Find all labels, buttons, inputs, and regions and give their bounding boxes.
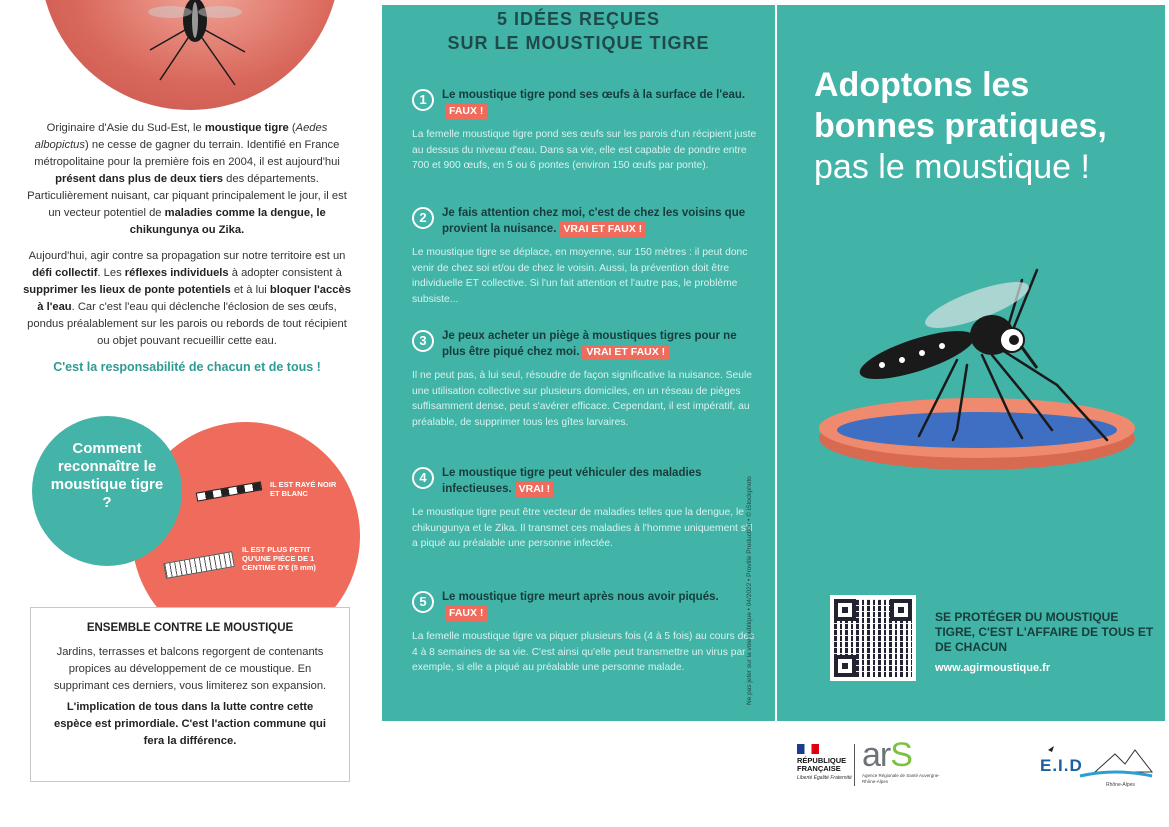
middle-panel	[382, 5, 775, 721]
together-heading: ENSEMBLE CONTRE LE MOUSTIQUE	[86, 622, 294, 634]
idea-question: Le moustique tigre meurt après nous avoir piqués.FAUX !	[442, 591, 719, 619]
idea-number-badge: 5	[412, 591, 434, 613]
together-conclusion: L'implication de tous dans la lutte contre cette espèce est primordiale. C'est l'action commune qui fera la différence.	[53, 701, 327, 747]
left-panel	[0, 0, 375, 827]
intro-paragraph-1: Originaire d'Asie du Sud-Est, le moustique tigre (Aedes albopictus) ne cesse de gagner du terrain. Identifié en France métropolitaine pour la première fois en 2004, il est aujourd'hui présent dans plus de deux tiers des départements. Particulièrement nuisant, car piquant principalement le jour, il est un vecteur potentiel de maladies comme la dengue, le chikungunya ou Zika.	[27, 122, 347, 236]
mosquito-on-skin-photo	[40, 0, 340, 110]
qr-code[interactable]	[830, 595, 916, 681]
idea-1	[412, 87, 757, 174]
idea-3	[412, 328, 757, 430]
intro-text	[22, 120, 352, 385]
recognize-title: Comment reconnaître le moustique tigre ?	[50, 440, 164, 511]
idea-number-badge: 4	[412, 467, 434, 489]
idea-4	[412, 465, 757, 552]
idea-question: Je fais attention chez moi, c'est de chez les voisins que provient la nuisance. VRAI ET FAUX !	[442, 207, 746, 235]
idea-answer: La femelle moustique tigre pond ses œufs sur les parois d'un récipient juste au dessus du niveau d'eau. Dans sa vie, elle est capable de pondre entre 700 et 900 œufs, en 5 ou 6 pontes (environ 150 œufs par ponte).	[412, 129, 757, 171]
verdict-badge: VRAI ET FAUX !	[582, 345, 669, 360]
qr-code-icon	[834, 599, 912, 677]
ars-logo: arS Agence Régionale de Santé Auvergne-Rhône-Alpes	[862, 736, 940, 784]
mosquito-icon	[40, 0, 340, 110]
french-flag-icon	[797, 744, 819, 754]
idea-number-badge: 3	[412, 330, 434, 352]
headline: Adoptons les bonnes pratiques, pas le moustique !	[814, 66, 1107, 186]
together-body: Jardins, terrasses et balcons regorgent de contenants propices au développement de ce moustique. En supprimant ces derniers, vous limiterez son expansion.	[53, 646, 327, 692]
mosquito-saucer-illustration	[807, 260, 1147, 490]
responsibility-callout: C'est la responsabilité de chacun et de tous !	[53, 360, 321, 374]
eid-logo: E.I.D Rhône-Alpes	[1040, 742, 1155, 792]
right-panel	[777, 5, 1165, 721]
idea-answer: La femelle moustique tigre va piquer plusieurs fois (4 à 5 fois) au cours des 4 à 8 semaines de sa vie. C'est ainsi qu'elle peut transmettre un virus par exemple, si elle a piqué au préalable une personne malade.	[412, 631, 755, 673]
protect-message: SE PROTÉGER DU MOUSTIQUE TIGRE, C'EST L'AFFAIRE DE TOUS ET DE CHACUN www.agirmoustique.fr	[935, 610, 1154, 674]
idea-answer: Le moustique tigre peut être vecteur de maladies telles que la dengue, le chikungunya et le Zika. Il transmet ces maladies à l'homme uniquement s'il a piqué au préalable une personne infectée.	[412, 507, 753, 549]
saucer-icon	[819, 398, 1135, 470]
republique-francaise-logo: RÉPUBLIQUE FRANÇAISE Liberté Égalité Fraternité	[797, 744, 857, 781]
verdict-badge: VRAI ET FAUX !	[559, 222, 646, 237]
print-credit: Ne pas jeter sur la voie publique • 04/2022 • Proville Production • © iStockphoto	[746, 476, 753, 705]
idea-number-badge: 1	[412, 89, 434, 111]
idea-2	[412, 205, 757, 307]
idea-5	[412, 589, 757, 676]
idea-number-badge: 2	[412, 207, 434, 229]
idea-answer: Il ne peut pas, à lui seul, résoudre de façon significative la nuisance. Seule une utilisation collective sur plusieurs domiciles, en un réseau de pièges suffisamment dense, peut s'avérer efficace. Cependant, il est impératif, au préalable, de supprimer tous les gîtes larvaires.	[412, 370, 753, 428]
intro-paragraph-2: Aujourd'hui, agir contre sa propagation sur notre territoire est un défi collectif. Les réflexes individuels à adopter consistent à supprimer les lieux de ponte potentiels et à lui bloquer l'accès à l'eau. Car c'est l'eau qui déclenche l'éclosion de ses œufs, pondus préalablement sur les parois ou rebords de tout récipient ou objet pouvant recueillir cette eau.	[23, 250, 351, 347]
ideas-title: 5 IDÉES REÇUES SUR LE MOUSTIQUE TIGRE	[447, 9, 710, 53]
verdict-badge: FAUX !	[445, 606, 487, 621]
idea-question: Le moustique tigre peut véhiculer des maladies infectieuses. VRAI !	[442, 467, 702, 495]
idea-question: Le moustique tigre pond ses œufs à la surface de l'eau.FAUX !	[442, 89, 746, 117]
recognize-size-text: IL EST PLUS PETIT QU'UNE PIÈCE DE 1 CENTIME D'€ (5 mm)	[242, 545, 316, 572]
logo-divider	[854, 744, 855, 786]
verdict-badge: FAUX !	[445, 104, 487, 119]
together-box	[30, 607, 350, 782]
idea-answer: Le moustique tigre se déplace, en moyenne, sur 150 mètres : il peut donc venir de chez soi et/ou de chez le voisin. Aussi, la prévention doit être individuelle ET collective. Si l'un fait attention et l'autre pas, le problème subsiste...	[412, 247, 748, 305]
idea-question: Je peux acheter un piège à moustiques tigres pour ne plus être piqué chez moi. VRAI ET FAUX !	[442, 330, 737, 358]
verdict-badge: VRAI !	[515, 482, 555, 497]
website-link[interactable]: www.agirmoustique.fr	[935, 662, 1051, 674]
recognize-stripes-text: IL EST RAYÉ NOIR ET BLANC	[270, 480, 337, 498]
